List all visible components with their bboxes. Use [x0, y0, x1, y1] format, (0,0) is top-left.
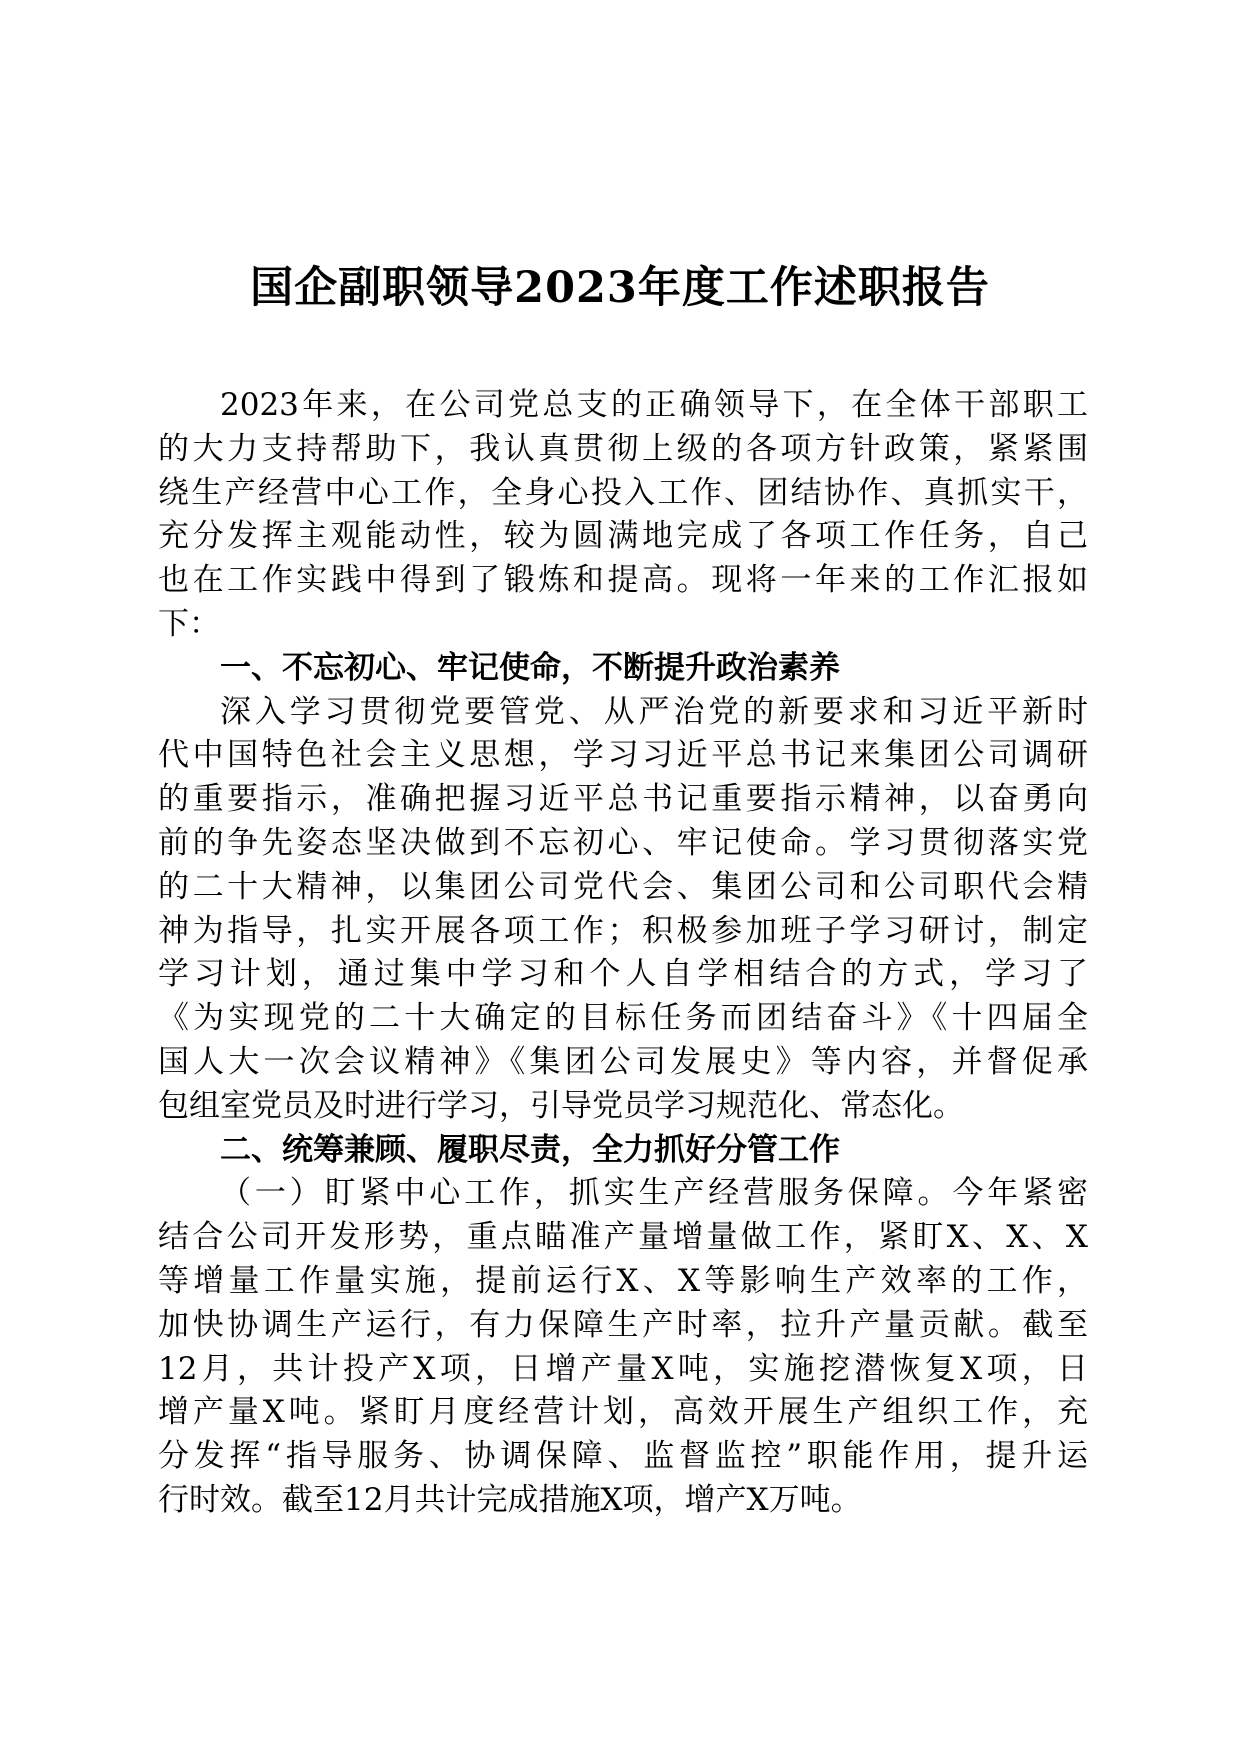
section2-line: （一）盯紧中心工作，抓实生产经营服务保障。今年紧密 — [220, 1175, 1088, 1212]
section2-line: 等增量工作量实施，提前运行X、X等影响生产效率的工作， — [158, 1262, 1088, 1299]
section1-line: 的二十大精神，以集团公司党代会、集团公司和公司职代会精 — [158, 868, 1088, 905]
section1-line: 国人大一次会议精神》《集团公司发展史》等内容，并督促承 — [158, 1043, 1088, 1080]
section-heading-2: 二、统筹兼顾、履职尽责，全力抓好分管工作 — [220, 1131, 840, 1168]
section1-line: 学习计划，通过集中学习和个人自学相结合的方式，学习了 — [158, 956, 1088, 993]
section1-line: 的重要指示，准确把握习近平总书记重要指示精神，以奋勇向 — [158, 781, 1088, 818]
section1-line: 前的争先姿态坚决做到不忘初心、牢记使命。学习贯彻落实党 — [158, 824, 1088, 861]
section2-line: 增产量X吨。紧盯月度经营计划，高效开展生产组织工作，充 — [158, 1394, 1088, 1431]
document-title: 国企副职领导2023年度工作述职报告 — [250, 263, 990, 313]
intro-line: 也在工作实践中得到了锻炼和提高。现将一年来的工作汇报如 — [158, 562, 1088, 599]
section1-line: 《为实现党的二十大确定的目标任务而团结奋斗》《十四届全 — [158, 1000, 1088, 1037]
section1-line: 深入学习贯彻党要管党、从严治党的新要求和习近平新时 — [220, 693, 1088, 730]
intro-line: 绕生产经营中心工作，全身心投入工作、团结协作、真抓实干， — [158, 474, 1088, 511]
section1-line: 神为指导，扎实开展各项工作；积极参加班子学习研讨，制定 — [158, 912, 1088, 949]
section2-line: 结合公司开发形势，重点瞄准产量增量做工作，紧盯X、X、X — [158, 1219, 1088, 1256]
intro-line: 的大力支持帮助下，我认真贯彻上级的各项方针政策，紧紧围 — [158, 430, 1088, 467]
intro-line: 下： — [158, 605, 220, 642]
intro-line: 2023年来，在公司党总支的正确领导下，在全体干部职工 — [220, 387, 1088, 423]
section2-line: 加快协调生产运行，有力保障生产时率，拉升产量贡献。截至 — [158, 1306, 1088, 1343]
section2-line: 行时效。截至12月共计完成措施X项，增产X万吨。 — [158, 1481, 862, 1518]
section1-line: 包组室党员及时进行学习，引导党员学习规范化、常态化。 — [158, 1087, 964, 1124]
intro-line: 充分发挥主观能动性，较为圆满地完成了各项工作任务，自己 — [158, 518, 1088, 555]
section2-line: 分发挥“指导服务、协调保障、监督监控”职能作用，提升运 — [158, 1438, 1088, 1475]
section2-line: 12月，共计投产X项，日增产量X吨，实施挖潜恢复X项，日 — [158, 1350, 1088, 1387]
document-body — [158, 384, 1088, 1523]
section-heading-1: 一、不忘初心、牢记使命，不断提升政治素养 — [220, 649, 840, 686]
section1-line: 代中国特色社会主义思想，学习习近平总书记来集团公司调研 — [158, 737, 1088, 774]
